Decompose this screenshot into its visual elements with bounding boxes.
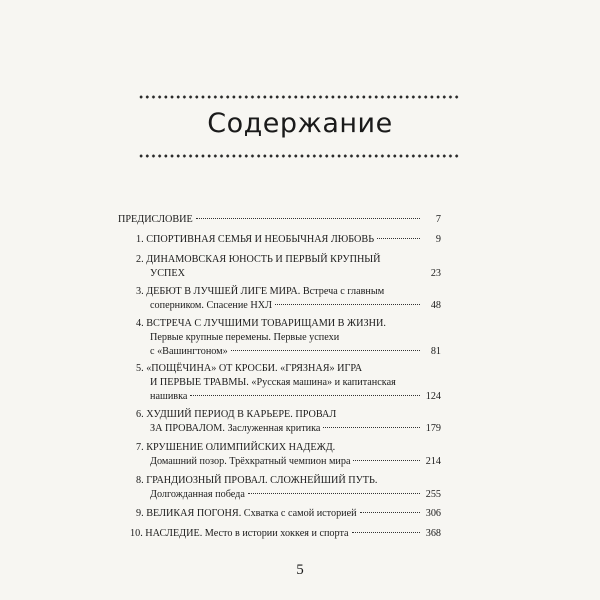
toc-entry-continuation: ЗА ПРОВАЛОМ. Заслуженная критика — [150, 423, 321, 434]
toc-page-number: 214 — [425, 456, 441, 467]
toc-entry-continuation: Первые крупные перемены. Первые успехи — [150, 332, 340, 343]
toc-entry-title: 4. ВСТРЕЧА С ЛУЧШИМИ ТОВАРИЩАМИ В ЖИЗНИ. — [136, 318, 386, 329]
dot-leader — [196, 218, 420, 219]
toc-entry-continuation: Домашний позор. Трёхкратный чемпион мира — [150, 456, 351, 467]
toc-entry-title: 2. ДИНАМОВСКАЯ ЮНОСТЬ И ПЕРВЫЙ КРУПНЫЙ — [136, 254, 381, 265]
toc-entry-title: 9. ВЕЛИКАЯ ПОГОНЯ. Схватка с самой историей — [136, 508, 357, 519]
toc-entry-2[interactable] — [118, 253, 441, 281]
toc-entry-title: 3. ДЕБЮТ В ЛУЧШЕЙ ЛИГЕ МИРА. Встреча с главным — [136, 286, 385, 297]
dot-leader — [248, 493, 420, 494]
toc-page-number: 255 — [425, 489, 441, 500]
toc-page-number: 9 — [435, 234, 441, 245]
toc-page-number: 179 — [425, 423, 441, 434]
top-dotted-rule — [138, 95, 460, 99]
toc-entry-9[interactable] — [118, 507, 441, 521]
toc-page-number: 7 — [435, 214, 441, 225]
toc-entry-title: 6. ХУДШИЙ ПЕРИОД В КАРЬЕРЕ. ПРОВАЛ — [136, 409, 337, 420]
dot-leader — [231, 350, 420, 351]
toc-entry-title: 7. КРУШЕНИЕ ОЛИМПИЙСКИХ НАДЕЖД. — [136, 442, 336, 453]
page-number: 5 — [296, 562, 304, 578]
toc-entry-title: 8. ГРАНДИОЗНЫЙ ПРОВАЛ. СЛОЖНЕЙШИЙ ПУТЬ. — [136, 475, 378, 486]
dot-leader — [352, 532, 420, 533]
toc-entry-continuation: И ПЕРВЫЕ ТРАВМЫ. «Русская машина» и капитанская — [150, 377, 396, 388]
dot-leader — [377, 238, 420, 239]
toc-entry-8[interactable] — [118, 474, 441, 502]
toc-page-number: 23 — [430, 268, 441, 279]
toc-entry-preface[interactable] — [118, 213, 441, 227]
toc-entry-title: 1. СПОРТИВНАЯ СЕМЬЯ И НЕОБЫЧНАЯ ЛЮБОВЬ — [136, 234, 375, 245]
dot-leader — [353, 460, 420, 461]
toc-page-number: 81 — [430, 346, 441, 357]
toc-entry-continuation: соперником. Спасение НХЛ — [150, 300, 272, 311]
dot-leader — [275, 304, 420, 305]
toc-entry-4[interactable] — [118, 317, 441, 359]
toc-entry-5[interactable] — [118, 362, 441, 404]
page-title: Содержание — [207, 108, 393, 139]
toc-entry-continuation: УСПЕХ — [150, 268, 185, 279]
toc-entry-7[interactable] — [118, 441, 441, 469]
toc-entry-continuation: с «Вашингтоном» — [150, 346, 228, 357]
toc-page-number: 368 — [425, 528, 441, 539]
dot-leader — [190, 395, 420, 396]
toc-entry-title: 5. «ПОЩЁЧИНА» ОТ КРОСБИ. «ГРЯЗНАЯ» ИГРА — [136, 363, 363, 374]
toc-page-number: 124 — [425, 391, 441, 402]
bottom-dotted-rule — [138, 154, 460, 158]
toc-page-number: 48 — [430, 300, 441, 311]
toc-entry-6[interactable] — [118, 408, 441, 436]
toc-entry-title: 10. НАСЛЕДИЕ. Место в истории хоккея и спорта — [130, 528, 349, 539]
dot-leader — [360, 512, 420, 513]
toc-entry-1[interactable] — [118, 233, 441, 247]
toc-entry-10[interactable] — [118, 527, 441, 541]
toc-entry-3[interactable] — [118, 285, 441, 313]
toc-entry-continuation: нашивка — [150, 391, 188, 402]
toc-entry-title: ПРЕДИСЛОВИЕ — [118, 214, 193, 225]
toc-page-number: 306 — [425, 508, 441, 519]
dot-leader — [323, 427, 420, 428]
dot-leader — [188, 272, 420, 273]
toc-entry-continuation: Долгожданная победа — [150, 489, 245, 500]
